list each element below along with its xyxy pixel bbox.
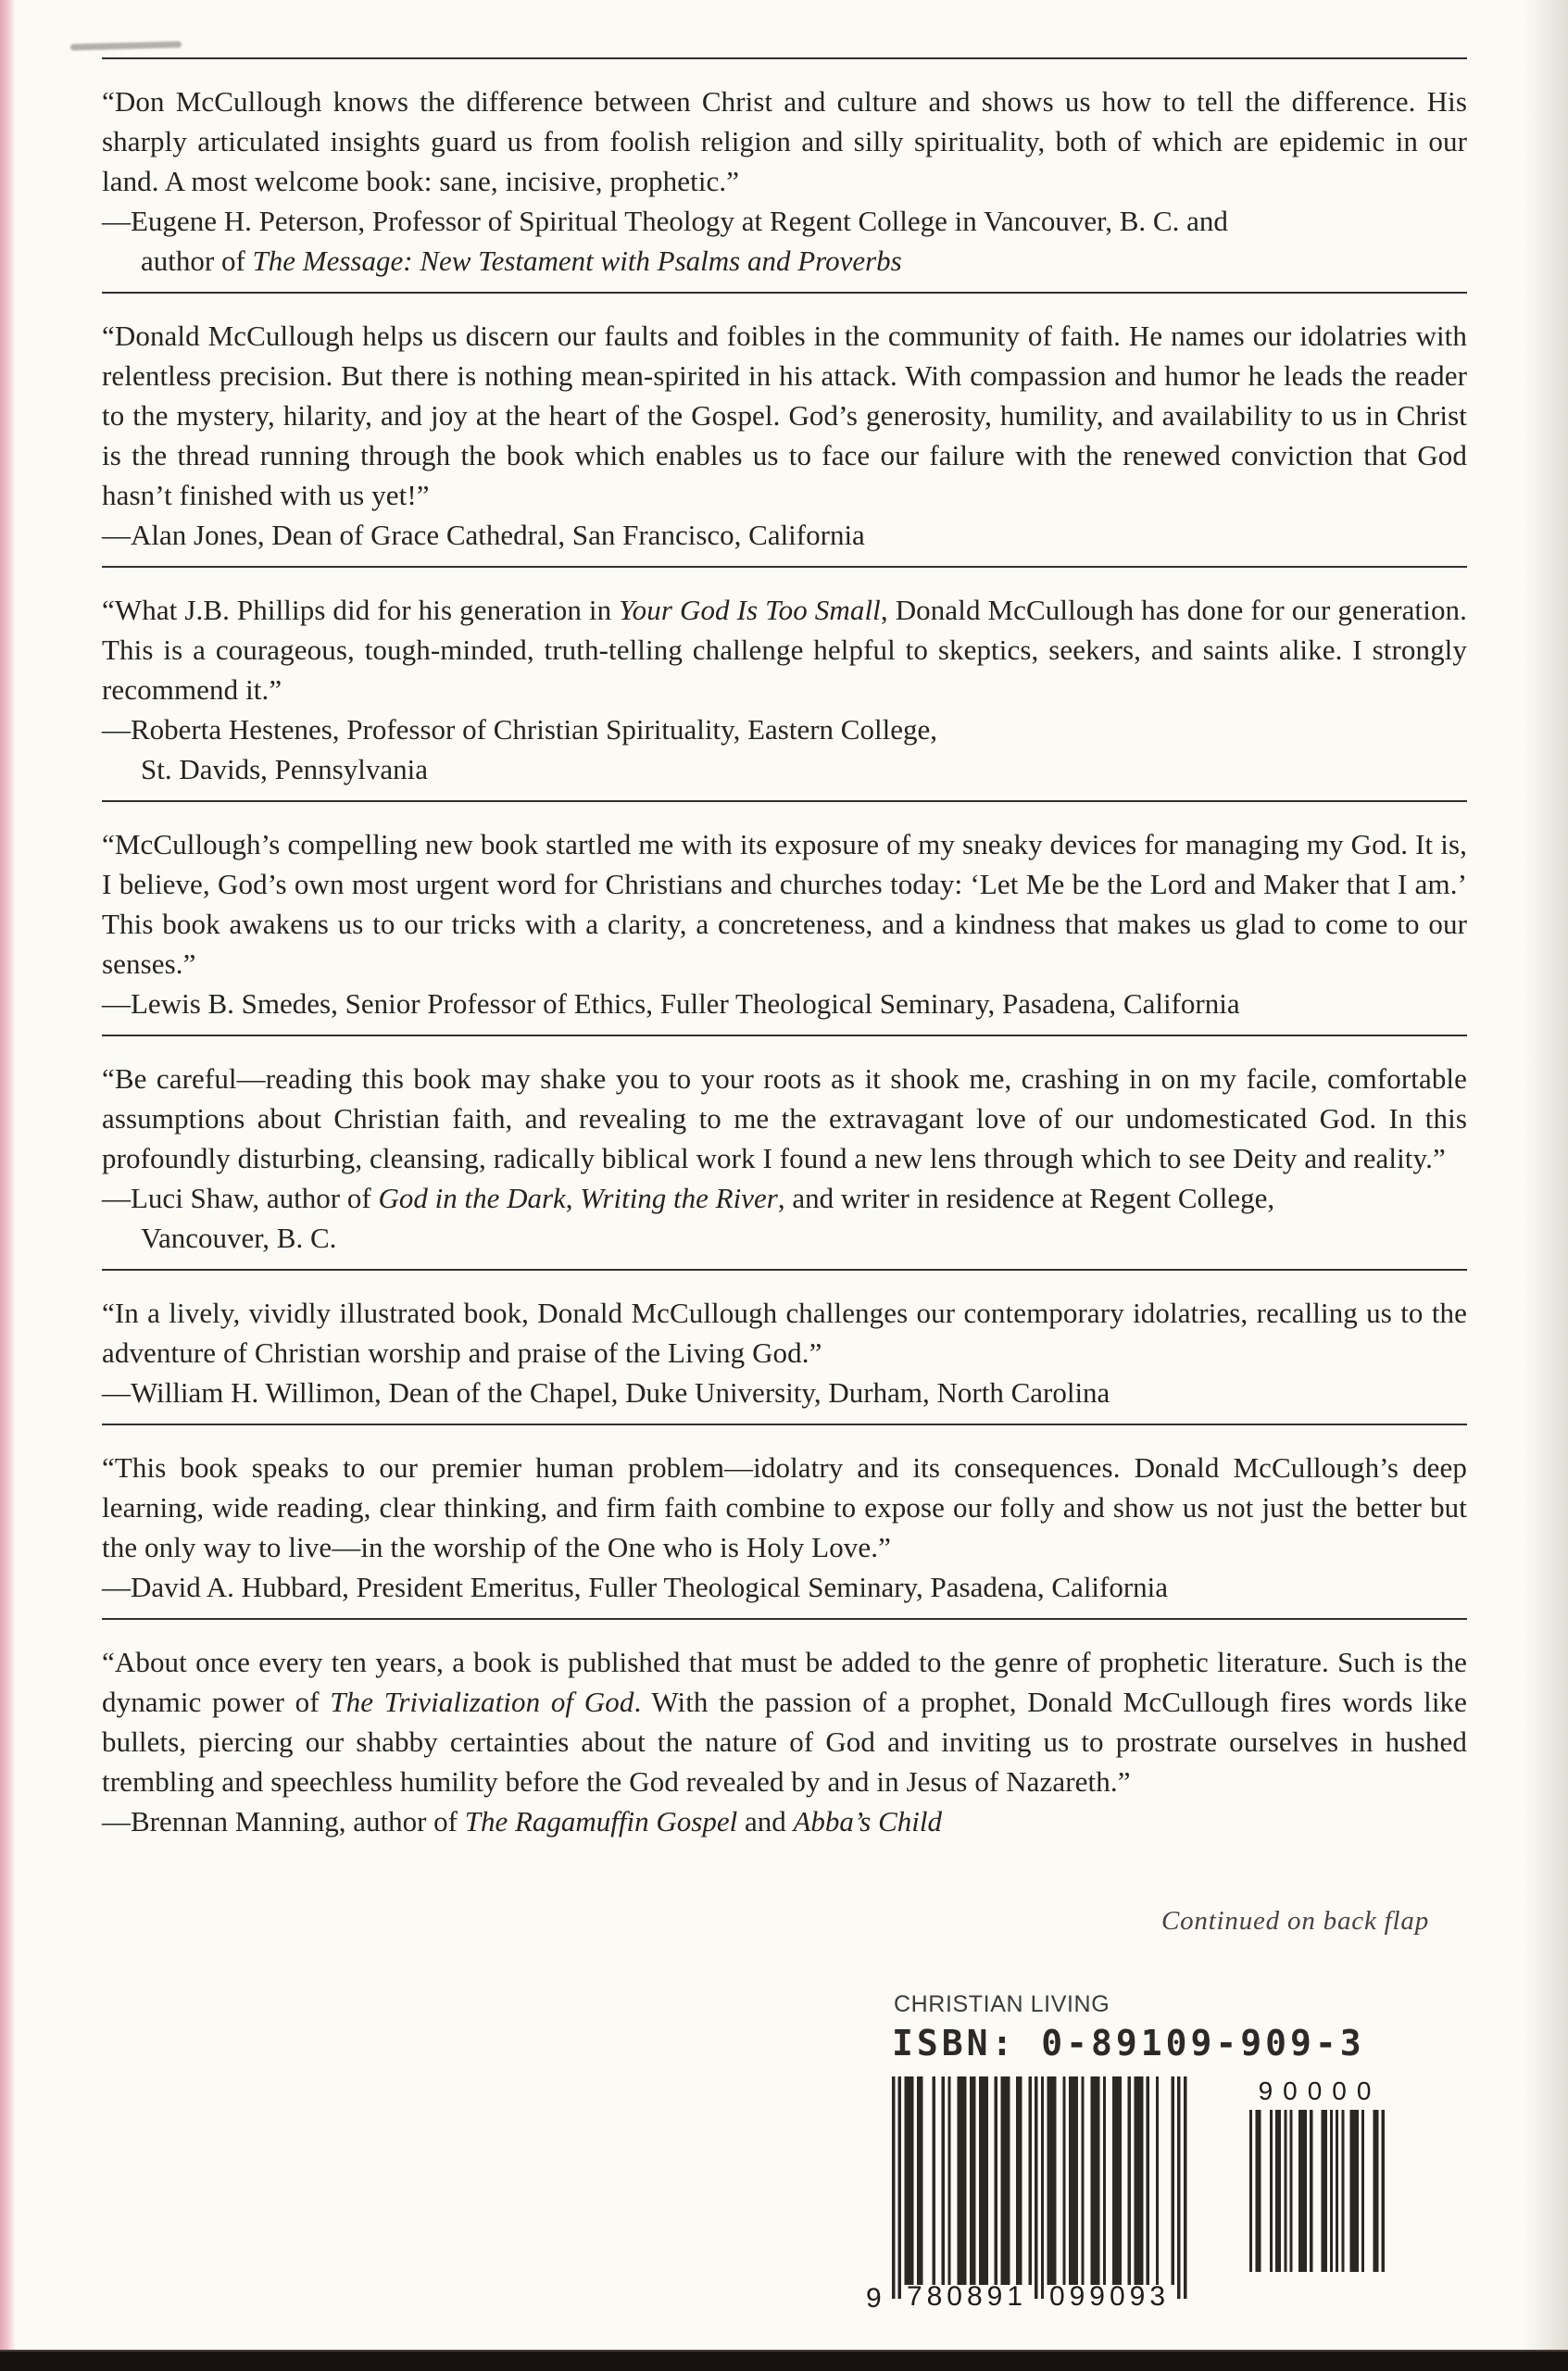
endorsement-blurb (102, 1269, 1467, 1424)
barcode-left-digits: 780891 (906, 2281, 1028, 2312)
blurb-quote: “McCullough’s compelling new book startled me with its exposure of my sneaky devices for managing my God. It is, I believe, God’s own most urgent word for Christians and churches today: ‘Let Me be the Lord and Maker that I am.’ This book awakens us to our tricks with a clarity, a concreteness, and a kindness that makes us glad to come to our senses.” (102, 828, 1467, 980)
jacket-bottom-edge (0, 2350, 1568, 2371)
blurb-attribution: —Luci Shaw, author of God in the Dark, Writing the River, and writer in residence at Regent College, (102, 1182, 1275, 1214)
ean5-addon (1247, 2076, 1386, 2277)
scan-edge-right (1524, 0, 1568, 2371)
blurb-quote: “Don McCullough knows the difference between Christ and culture and shows us how to tell the difference. His sharply articulated insights guard us from foolish religion and silly spirituality, both of which are epidemic in our land. A most welcome book: sane, incisive, prophetic.” (102, 85, 1467, 197)
endorsement-blurb (102, 1035, 1467, 1269)
continued-note: Continued on back flap (1160, 1906, 1429, 1936)
category-label: CHRISTIAN LIVING (894, 1991, 1110, 2017)
endorsement-blurb (102, 800, 1467, 1035)
blurb-attribution: —Alan Jones, Dean of Grace Cathedral, San Francisco, California (102, 519, 865, 551)
barcode-right-digits: 099093 (1048, 2281, 1171, 2312)
blurb-attribution: —William H. Willimon, Dean of the Chapel, Duke University, Durham, North Carolina (102, 1376, 1110, 1409)
blurb-quote: “Donald McCullough helps us discern our faults and foibles in the community of faith. He names our idolatries with relentless precision. But there is nothing mean-spirited in his attack. With compassion and humor he leads the reader to the mystery, hilarity, and joy at the heart of the Gospel. God’s generosity, humility, and availability to us in Christ is the thread running through the book which enables us to face our failure with the renewed conviction that God hasn’t finished with us yet!” (102, 320, 1467, 511)
blurb-attribution: —Lewis B. Smedes, Senior Professor of Ethics, Fuller Theological Seminary, Pasadena, California (102, 987, 1240, 1020)
endorsement-blurb (102, 566, 1467, 800)
blurb-attribution: —Brennan Manning, author of The Ragamuffin Gospel and Abba’s Child (102, 1805, 942, 1838)
blurb-list (102, 0, 1467, 1852)
barcode-first-digit: 9 (866, 2283, 882, 2314)
endorsement-blurb (102, 292, 1467, 566)
blurb-quote: “In a lively, vividly illustrated book, Donald McCullough challenges our contemporary idolatries, recalling us to the adventure of Christian worship and praise of the Living God.” (102, 1297, 1467, 1369)
blurb-attribution: Vancouver, B. C. (141, 1222, 337, 1254)
barcode-area (866, 2076, 1386, 2315)
blurb-attribution: author of The Message: New Testament with Psalms and Proverbs (141, 245, 902, 277)
endorsement-blurb (102, 1424, 1467, 1618)
ean13-barcode (866, 2076, 1187, 2315)
blurb-quote: “About once every ten years, a book is published that must be added to the genre of prophetic literature. Such is the dynamic power of The Trivialization of God. With the passion of a prophet, Donald McCullough fires words like bullets, piercing our shabby certainties about the nature of God and inviting us to prostrate ourselves in hushed trembling and speechless humility before the God revealed by and in Jesus of Nazareth.” (102, 1646, 1467, 1798)
blurb-quote: “This book speaks to our premier human problem—idolatry and its consequences. Donald McCullough’s deep learning, wide reading, clear thinking, and firm faith combine to expose our folly and show us not just the better but the only way to live—in the worship of the One who is Holy Love.” (102, 1451, 1467, 1563)
blurb-attribution: —Roberta Hestenes, Professor of Christian Spirituality, Eastern College, (102, 713, 937, 746)
isbn-label: ISBN: 0-89109-909-3 (892, 2023, 1365, 2064)
blurb-quote: “Be careful—reading this book may shake you to your roots as it shook me, crashing in on my facile, comfortable assumptions about Christian faith, and revealing to me the extravagant love of our undomesticated God. In this profoundly disturbing, cleansing, radically biblical work I found a new lens through which to see Deity and reality.” (102, 1062, 1467, 1174)
ean5-bars (1247, 2110, 1385, 2272)
blurb-attribution: —Eugene H. Peterson, Professor of Spiritual Theology at Regent College in Vancouver, B. C. and (102, 205, 1228, 237)
blurb-attribution: St. Davids, Pennsylvania (141, 753, 428, 785)
endorsement-blurb (102, 57, 1467, 292)
ean13-bars (892, 2076, 1187, 2299)
footer-block (866, 1991, 1386, 2315)
blurb-quote: “What J.B. Phillips did for his generation in Your God Is Too Small, Donald McCullough has done for our generation. This is a courageous, tough-minded, truth-telling challenge helpful to skeptics, seekers, and saints alike. I strongly recommend it.” (102, 594, 1467, 706)
addon-price-code: 90000 (1258, 2076, 1382, 2105)
blurb-attribution: —David A. Hubbard, President Emeritus, Fuller Theological Seminary, Pasadena, California (102, 1571, 1169, 1603)
endorsement-blurb (102, 1618, 1467, 1852)
scan-edge-left (0, 0, 16, 2371)
